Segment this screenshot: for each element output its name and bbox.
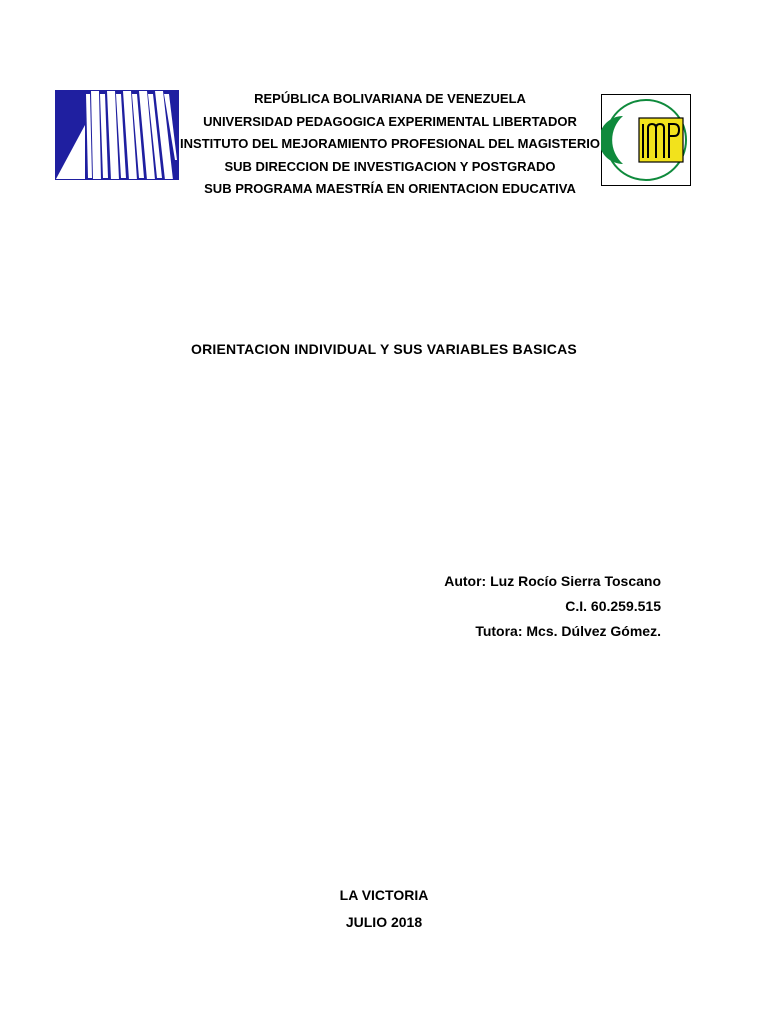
header-line-institute: INSTITUTO DEL MEJORAMIENTO PROFESIONAL DEL MAGISTERIO (180, 136, 600, 151)
document-title: ORIENTACION INDIVIDUAL Y SUS VARIABLES BASICAS (191, 341, 577, 357)
author-name: Autor: Luz Rocío Sierra Toscano (444, 573, 661, 589)
header-line-university: UNIVERSIDAD PEDAGOGICA EXPERIMENTAL LIBERTADOR (203, 113, 577, 129)
header-line-subdirection: SUB DIRECCION DE INVESTIGACION Y POSTGRADO (224, 158, 556, 174)
upel-logo-icon (55, 90, 179, 180)
footer-date: JULIO 2018 (345, 914, 423, 930)
footer-block (0, 882, 768, 936)
author-id: C.I. 60.259.515 (565, 598, 661, 614)
author-block (444, 569, 661, 644)
ipm-logo-icon (601, 94, 691, 186)
footer-place: LA VICTORIA (339, 887, 429, 903)
header-line-republic: REPÚBLICA BOLIVARIANA DE VENEZUELA (254, 91, 526, 106)
institution-header (180, 88, 600, 201)
tutor-name: Tutora: Mcs. Dúlvez Gómez. (475, 623, 661, 639)
header-line-subprogram: SUB PROGRAMA MAESTRÍA EN ORIENTACION EDUCATIVA (204, 181, 576, 196)
